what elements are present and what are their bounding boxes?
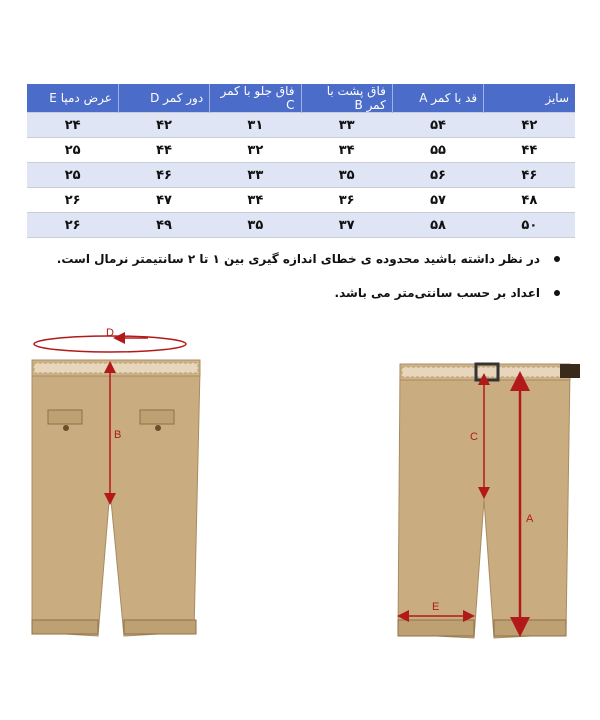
label-b: B	[114, 429, 122, 441]
note-text: اعداد بر حسب سانتی‌متر می باشد.	[334, 286, 540, 300]
table-cell: ۲۶	[27, 188, 118, 213]
table-row	[27, 213, 575, 238]
table-cell: ۴۴	[118, 138, 209, 163]
table-cell: ۵۵	[392, 138, 483, 163]
header-back-rise-b: فاق پشت با کمر B	[301, 84, 392, 113]
table-row	[27, 163, 575, 188]
table-cell: ۴۶	[118, 163, 209, 188]
table-cell: ۴۴	[484, 138, 575, 163]
hem-cuff	[124, 620, 196, 634]
header-waist-d: دور کمر D	[118, 84, 209, 113]
label-c: C	[470, 431, 478, 443]
table-header-row	[27, 84, 575, 113]
bullet-icon	[554, 256, 560, 262]
table-cell: ۲۵	[27, 163, 118, 188]
table-cell: ۵۶	[392, 163, 483, 188]
label-d: D	[106, 327, 114, 339]
table-cell: ۳۲	[210, 138, 301, 163]
hem-cuff	[32, 620, 98, 634]
note-item	[40, 252, 560, 266]
label-e: E	[432, 601, 440, 613]
hem-cuff	[494, 620, 566, 636]
header-hem-width-e: عرض دمپا E	[27, 84, 118, 113]
table-cell: ۳۶	[301, 188, 392, 213]
table-cell: ۴۹	[118, 213, 209, 238]
table-row	[27, 138, 575, 163]
hem-cuff	[398, 620, 474, 636]
table-row	[27, 113, 575, 138]
table-cell: ۴۲	[118, 113, 209, 138]
label-a: A	[526, 513, 534, 525]
table-cell: ۳۷	[301, 213, 392, 238]
shorts-back-view-diagram	[20, 320, 210, 650]
table-cell: ۳۴	[301, 138, 392, 163]
table-row	[27, 188, 575, 213]
back-pocket-left	[48, 410, 82, 424]
table-cell: ۵۷	[392, 188, 483, 213]
size-chart-table	[27, 84, 575, 238]
table-cell: ۳۳	[301, 113, 392, 138]
table-cell: ۵۴	[392, 113, 483, 138]
header-front-rise-c: فاق جلو با کمر C	[210, 84, 301, 113]
header-length-a: قد با کمر A	[392, 84, 483, 113]
woven-belt	[34, 363, 198, 373]
table-cell: ۳۱	[210, 113, 301, 138]
table-cell: ۴۶	[484, 163, 575, 188]
table-cell: ۲۶	[27, 213, 118, 238]
belt-end-tab	[560, 364, 580, 378]
woven-belt	[402, 367, 568, 377]
table-cell: ۵۸	[392, 213, 483, 238]
table-cell: ۳۵	[301, 163, 392, 188]
pocket-button-icon	[155, 425, 161, 431]
table-cell: ۳۴	[210, 188, 301, 213]
table-cell: ۴۷	[118, 188, 209, 213]
table-cell: ۲۴	[27, 113, 118, 138]
header-size: سایز	[484, 84, 575, 113]
note-item	[40, 286, 560, 300]
shorts-front-view-diagram	[390, 350, 590, 650]
table-cell: ۴۸	[484, 188, 575, 213]
back-pocket-right	[140, 410, 174, 424]
note-text: در نظر داشته باشید محدوده ی خطای اندازه گیری بین ۱ تا ۲ سانتیمتر نرمال است.	[56, 252, 540, 266]
bullet-icon	[554, 290, 560, 296]
pocket-button-icon	[63, 425, 69, 431]
table-cell: ۵۰	[484, 213, 575, 238]
table-cell: ۳۳	[210, 163, 301, 188]
table-cell: ۳۵	[210, 213, 301, 238]
measurement-notes	[40, 252, 560, 320]
table-cell: ۴۲	[484, 113, 575, 138]
table-cell: ۲۵	[27, 138, 118, 163]
